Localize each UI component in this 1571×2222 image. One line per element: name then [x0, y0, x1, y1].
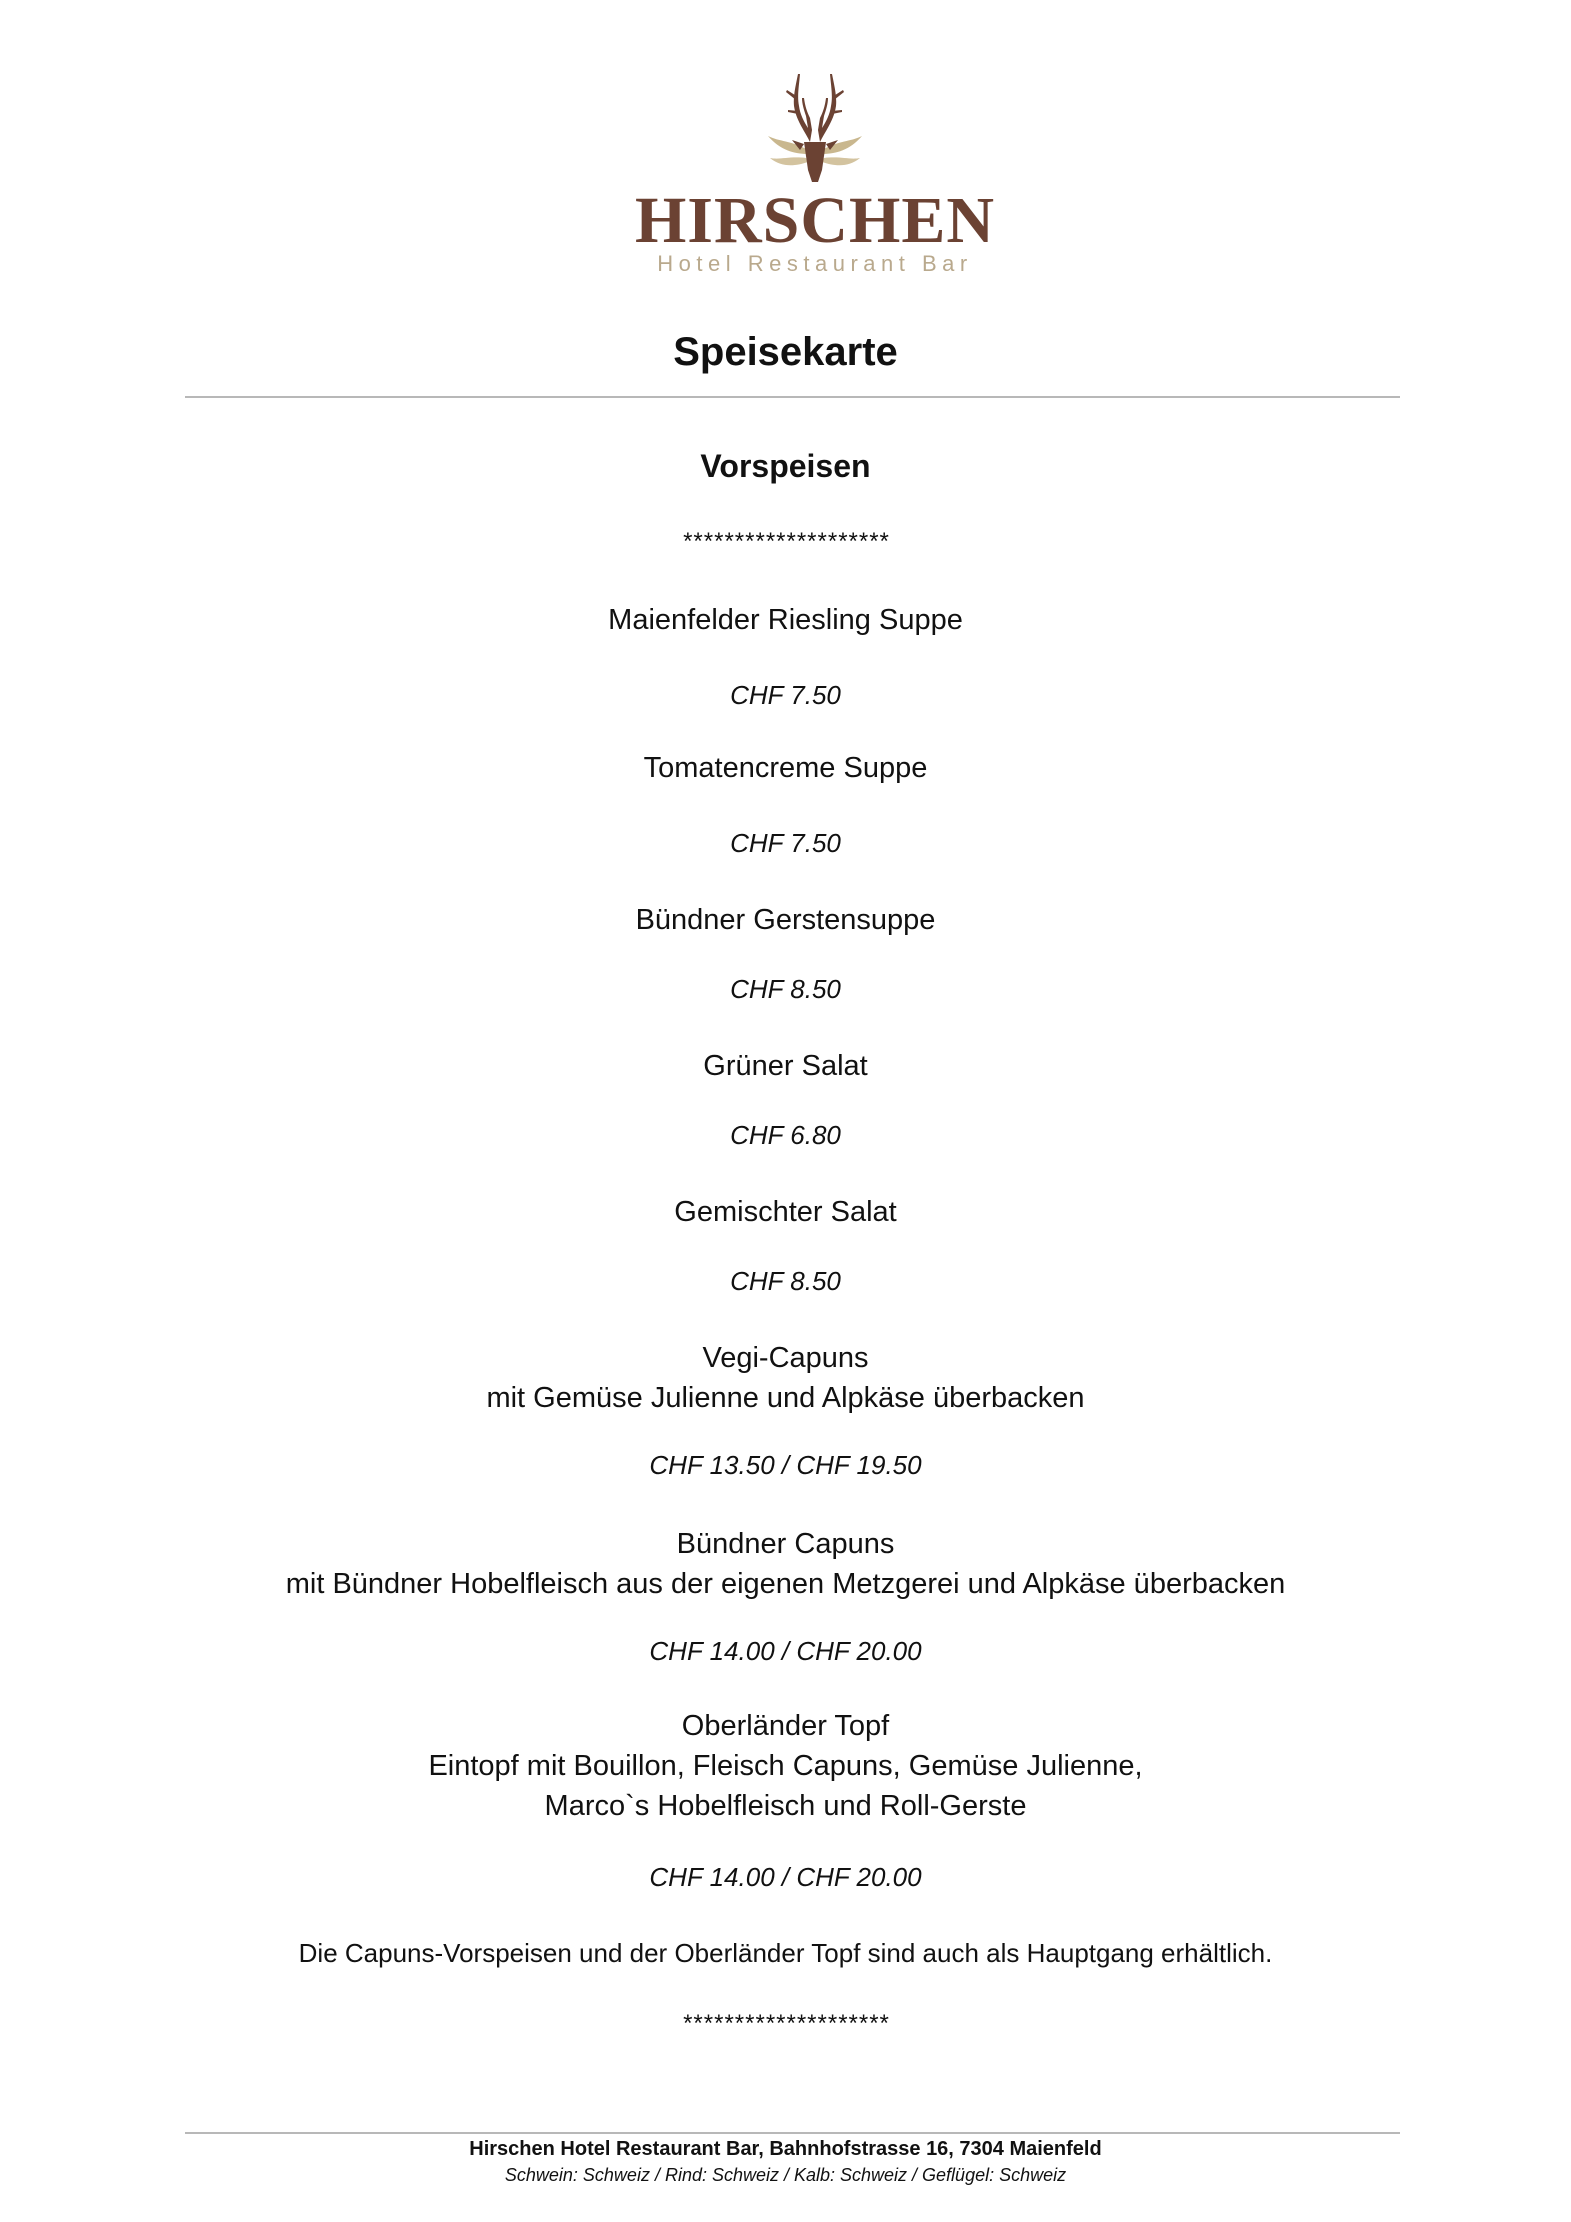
page-title: Speisekarte [673, 330, 898, 374]
footer-origin: Schwein: Schweiz / Rind: Schweiz / Kalb: Schweiz / Geflügel: Schweiz [504, 2165, 1067, 2185]
dish-price: CHF 8.50 [730, 974, 841, 1004]
dish-name: Tomatencreme Suppe [643, 752, 928, 784]
logo [625, 70, 1005, 285]
section-note: Die Capuns-Vorspeisen und der Oberländer Topf sind auch als Hauptgang erhältlich. [298, 1938, 1273, 1968]
dish-price: CHF 8.50 [730, 1266, 841, 1296]
dish-price: CHF 6.80 [730, 1120, 841, 1150]
dish-name: Gemischter Salat [674, 1196, 897, 1228]
footer-divider [185, 2132, 1400, 2134]
section-divider-bottom: ******************** [682, 2010, 889, 2037]
dish-price: CHF 7.50 [730, 828, 841, 858]
footer-address: Hirschen Hotel Restaurant Bar, Bahnhofstrasse 16, 7304 Maienfeld [469, 2138, 1102, 2160]
dish-name: Bündner Capuns [676, 1528, 895, 1560]
dish-description: Eintopf mit Bouillon, Fleisch Capuns, Gemüse Julienne, [428, 1750, 1143, 1782]
dish-price: CHF 14.00 / CHF 20.00 [649, 1862, 922, 1892]
dish-name: Bündner Gerstensuppe [635, 904, 936, 936]
dish-description: Marco`s Hobelfleisch und Roll-Gerste [544, 1790, 1027, 1822]
brand-name: HIRSCHEN [634, 184, 996, 257]
title-divider [185, 396, 1400, 398]
dish-price: CHF 13.50 / CHF 19.50 [649, 1450, 922, 1480]
brand-tagline: Hotel Restaurant Bar [657, 251, 973, 276]
stag-head-icon [760, 70, 870, 195]
section-title: Vorspeisen [700, 448, 871, 484]
dish-name: Maienfelder Riesling Suppe [608, 604, 963, 636]
dish-description: mit Gemüse Julienne und Alpkäse überbacken [486, 1382, 1085, 1414]
dish-name: Vegi-Capuns [702, 1342, 869, 1374]
dish-description: mit Bündner Hobelfleisch aus der eigenen Metzgerei und Alpkäse überbacken [285, 1568, 1286, 1600]
dish-name: Grüner Salat [703, 1050, 868, 1082]
section-divider-top: ******************** [682, 528, 889, 555]
dish-name: Oberländer Topf [681, 1710, 890, 1742]
dish-price: CHF 14.00 / CHF 20.00 [649, 1636, 922, 1666]
dish-price: CHF 7.50 [730, 680, 841, 710]
